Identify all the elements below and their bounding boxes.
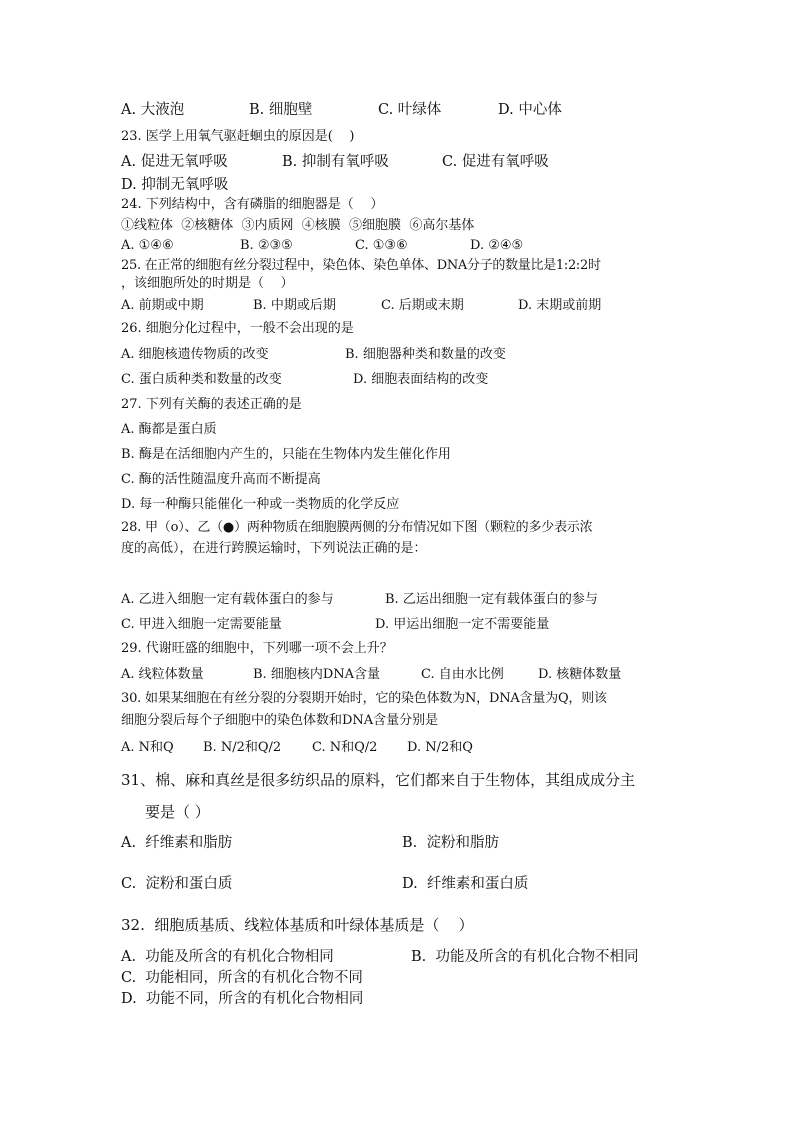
q27-stem: 27. 下列有关酶的表述正确的是 [121,397,302,412]
q30-option-d: D. N/2和Q [407,740,473,755]
q29-option-d: D. 核糖体数量 [538,667,622,682]
q25-stem-line1: 25. 在正常的细胞有丝分裂过程中，染色体、染色单体、DNA分子的数量比是1:2:2时 [121,258,601,273]
q31-option-d: D. 纤维素和蛋白质 [402,876,529,892]
q32-option-d: D. 功能不同，所含的有机化合物相同 [121,991,364,1007]
q31-option-a: A. 纤维素和脂肪 [121,835,233,851]
q30-stem-line1: 30. 如果某细胞在有丝分裂的分裂期开始时，它的染色体数为N，DNA含量为Q，则该 [121,691,607,706]
q25-option-b: B. 中期或后期 [253,298,336,313]
q27-option-c: C. 酶的活性随温度升高而不断提高 [121,472,321,487]
q28-option-b: B. 乙运出细胞一定有载体蛋白的参与 [385,592,598,607]
q25-option-d: D. 末期或前期 [518,298,602,313]
q29-option-c: C. 自由水比例 [421,667,504,682]
q24-option-a: A. ①④⑥ [121,238,174,253]
q24-items: ①线粒体 ②核糖体 ③内质网 ④核膜 ⑤细胞膜 ⑥高尔基体 [121,218,475,233]
q22-option-d: D. 中心体 [498,102,562,118]
q29-option-a: A. 线粒体数量 [121,667,204,682]
q24-option-d: D. ②④⑤ [470,238,524,253]
q31-option-c: C. 淀粉和蛋白质 [121,876,233,892]
q26-option-a: A. 细胞核遗传物质的改变 [121,347,269,362]
q22-option-a: A. 大液泡 [121,102,185,118]
q27-option-b: B. 酶是在活细胞内产生的，只能在生物体内发生催化作用 [121,447,451,462]
q27-option-d: D. 每一种酶只能催化一种或一类物质的化学反应 [121,497,400,512]
q23-stem: 23. 医学上用氧气驱赶蛔虫的原因是( ) [121,129,355,144]
q23-option-d: D. 抑制无氧呼吸 [121,177,229,193]
q30-stem-line2: 细胞分裂后每个子细胞中的染色体数和DNA含量分别是 [121,713,439,728]
q24-option-c: C. ①③⑥ [355,238,408,253]
q30-option-c: C. N和Q/2 [312,740,378,755]
q28-option-a: A. 乙进入细胞一定有载体蛋白的参与 [121,592,334,607]
q28-option-c: C. 甲进入细胞一定需要能量 [121,617,282,632]
q26-stem: 26. 细胞分化过程中，一般不会出现的是 [121,321,354,336]
q25-option-a: A. 前期或中期 [121,298,204,313]
q29-stem: 29. 代谢旺盛的细胞中，下列哪一项不会上升？ [121,641,393,656]
q25-option-c: C. 后期或末期 [381,298,464,313]
q32-option-c: C. 功能相同，所含的有机化合物不同 [121,970,363,986]
q30-option-b: B. N/2和Q/2 [203,740,282,755]
q23-option-b: B. 抑制有氧呼吸 [282,154,389,170]
q32-option-b: B. 功能及所含的有机化合物不相同 [411,949,639,965]
q27-option-a: A. 酶都是蛋白质 [121,422,217,437]
q24-option-b: B. ②③⑤ [240,238,293,253]
q23-option-a: A. 促进无氧呼吸 [121,154,228,170]
q28-stem-line2: 度的高低），在进行跨膜运输时，下列说法正确的是： [121,541,427,556]
q22-option-b: B. 细胞壁 [249,102,313,118]
q30-option-a: A. N和Q [121,740,174,755]
q24-stem: 24. 下列结构中，含有磷脂的细胞器是（ ） [121,197,384,212]
q31-stem-line1: 31、棉、麻和真丝是很多纺织品的原料，它们都来自于生物体，其组成成分主 [121,771,636,789]
q28-stem-line1: 28. 甲（o）、乙（●）两种物质在细胞膜两侧的分布情况如下图（颗粒的多少表示浓 [121,520,593,535]
q28-option-d: D. 甲运出细胞一定不需要能量 [375,617,550,632]
q23-option-c: C. 促进有氧呼吸 [442,154,549,170]
q29-option-b: B. 细胞核内DNA含量 [253,667,381,682]
q26-option-d: D. 细胞表面结构的改变 [353,372,489,387]
q26-option-b: B. 细胞器种类和数量的改变 [345,347,506,362]
q31-option-b: B. 淀粉和脂肪 [402,835,499,851]
q31-stem-line2: 要是（ ） [145,803,210,821]
q22-option-c: C. 叶绿体 [378,102,442,118]
q26-option-c: C. 蛋白质种类和数量的改变 [121,372,282,387]
q32-stem: 32. 细胞质基质、线粒体基质和叶绿体基质是（ ） [121,916,474,934]
q32-option-a: A. 功能及所含的有机化合物相同 [121,949,334,965]
q25-stem-line2: ，该细胞所处的时期是（ ） [121,276,294,291]
